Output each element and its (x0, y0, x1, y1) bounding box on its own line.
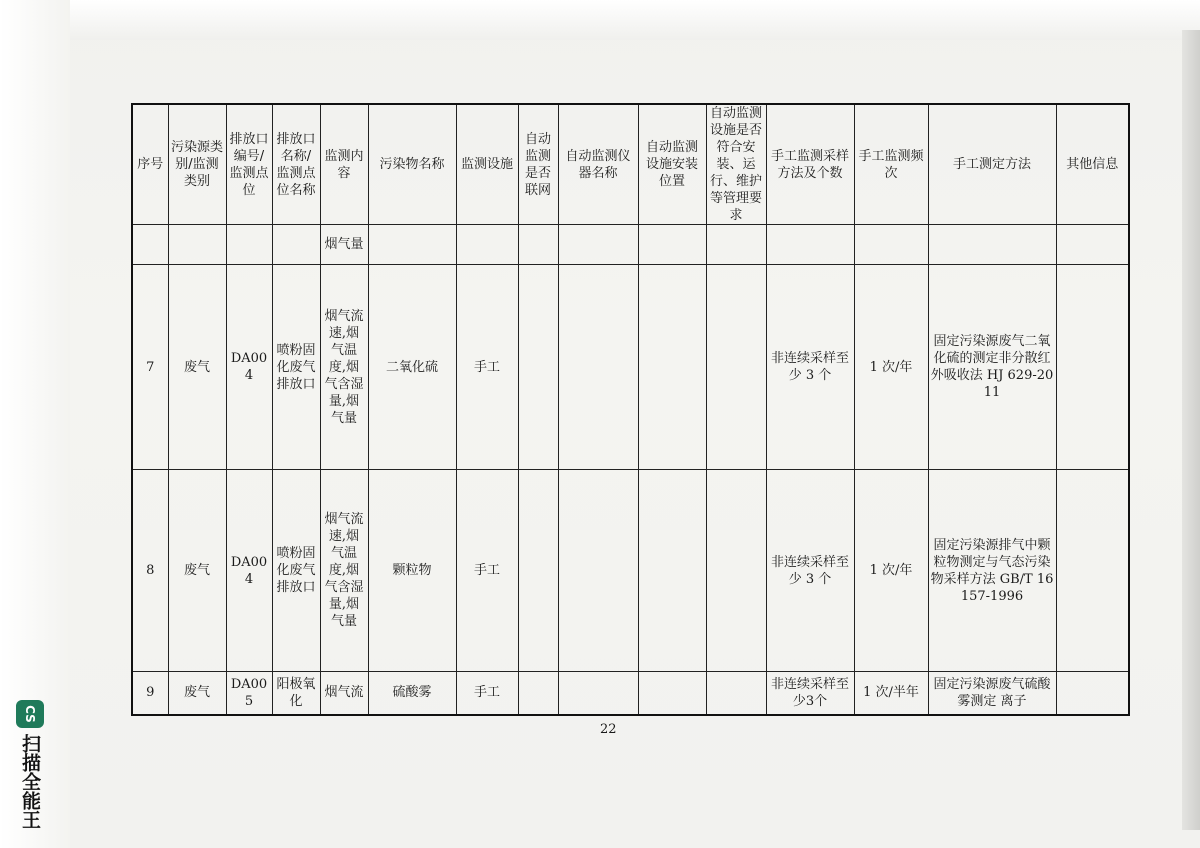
cell-networked (518, 672, 558, 715)
cell-category: 废气 (168, 470, 226, 672)
cell-content: 烟气流速,烟气温度,烟气含湿量,烟气量 (320, 470, 368, 672)
cell-facility: 手工 (456, 470, 518, 672)
header-row (132, 104, 1129, 225)
cell-install-pos (638, 265, 706, 470)
cell-networked (518, 470, 558, 672)
cell-method: 固定污染源废气硫酸雾测定 离子 (928, 672, 1056, 715)
table-cell (226, 225, 272, 265)
table-cell (168, 225, 226, 265)
header-pollutant: 污染物名称 (368, 104, 456, 225)
cell-networked (518, 265, 558, 470)
watermark-text: 扫描全能王 (19, 734, 41, 829)
cell-sampling: 非连续采样至少 3 个 (766, 265, 854, 470)
cell-pollutant: 二氧化硫 (368, 265, 456, 470)
cell-other (1056, 672, 1129, 715)
table-cell (368, 225, 456, 265)
cell-compliant (706, 470, 766, 672)
cell-other (1056, 470, 1129, 672)
table-cell (132, 225, 168, 265)
cell-category: 废气 (168, 672, 226, 715)
table-cell (1056, 225, 1129, 265)
table-cell (706, 225, 766, 265)
camscanner-logo-icon: CS (16, 700, 44, 728)
table-row (132, 672, 1129, 715)
cell-no: 8 (132, 470, 168, 672)
table-cell (766, 225, 854, 265)
table-cell (638, 225, 706, 265)
cell-sampling: 非连续采样至少 3 个 (766, 470, 854, 672)
scanner-watermark (10, 700, 50, 840)
cell-instrument (558, 265, 638, 470)
cell-outlet-code: DA005 (226, 672, 272, 715)
cell-pollutant: 颗粒物 (368, 470, 456, 672)
cell-install-pos (638, 672, 706, 715)
cell-frequency: 1 次/年 (854, 470, 928, 672)
cell-compliant (706, 265, 766, 470)
page-top-shade (70, 0, 1200, 40)
header-sampling: 手工监测采样方法及个数 (766, 104, 854, 225)
table-cell (558, 225, 638, 265)
page-right-edge (1182, 30, 1200, 830)
cell-facility: 手工 (456, 672, 518, 715)
table-row (132, 265, 1129, 470)
monitoring-table (131, 103, 1130, 716)
header-content: 监测内容 (320, 104, 368, 225)
cell-compliant (706, 672, 766, 715)
cell-other (1056, 265, 1129, 470)
table-row (132, 470, 1129, 672)
cell-instrument (558, 470, 638, 672)
cell-method: 固定污染源排气中颗粒物测定与气态污染物采样方法 GB/T 16157-1996 (928, 470, 1056, 672)
cell-outlet-name: 喷粉固化废气排放口 (272, 470, 320, 672)
cell-outlet-name: 阳极氧化 (272, 672, 320, 715)
header-install-pos: 自动监测设施安装位置 (638, 104, 706, 225)
cell-no: 9 (132, 672, 168, 715)
table-cell (518, 225, 558, 265)
cell-method: 固定污染源废气二氧化硫的测定非分散红外吸收法 HJ 629-2011 (928, 265, 1056, 470)
cell-no: 7 (132, 265, 168, 470)
cell-content: 烟气量 (320, 225, 368, 265)
cell-outlet-code: DA004 (226, 470, 272, 672)
header-instrument: 自动监测仪器名称 (558, 104, 638, 225)
table-cell (272, 225, 320, 265)
header-facility: 监测设施 (456, 104, 518, 225)
cell-content: 烟气流 (320, 672, 368, 715)
table-row-continuation (132, 225, 1129, 265)
cell-frequency: 1 次/年 (854, 265, 928, 470)
cell-instrument (558, 672, 638, 715)
header-no: 序号 (132, 104, 168, 225)
table-cell (456, 225, 518, 265)
header-outlet-code: 排放口编号/监测点位 (226, 104, 272, 225)
header-outlet-name: 排放口名称/监测点位名称 (272, 104, 320, 225)
cell-pollutant: 硫酸雾 (368, 672, 456, 715)
header-other: 其他信息 (1056, 104, 1129, 225)
header-frequency: 手工监测频次 (854, 104, 928, 225)
cell-install-pos (638, 470, 706, 672)
header-networked: 自动监测是否联网 (518, 104, 558, 225)
cell-frequency: 1 次/半年 (854, 672, 928, 715)
header-compliant: 自动监测设施是否符合安装、运行、维护等管理要求 (706, 104, 766, 225)
table-cell (928, 225, 1056, 265)
table-cell (854, 225, 928, 265)
cell-facility: 手工 (456, 265, 518, 470)
cell-content: 烟气流速,烟气温度,烟气含湿量,烟气量 (320, 265, 368, 470)
cell-outlet-name: 喷粉固化废气排放口 (272, 265, 320, 470)
cell-outlet-code: DA004 (226, 265, 272, 470)
cell-category: 废气 (168, 265, 226, 470)
header-category: 污染源类别/监测类别 (168, 104, 226, 225)
cell-sampling: 非连续采样至少3个 (766, 672, 854, 715)
header-method: 手工测定方法 (928, 104, 1056, 225)
page-number: 22 (600, 722, 617, 737)
